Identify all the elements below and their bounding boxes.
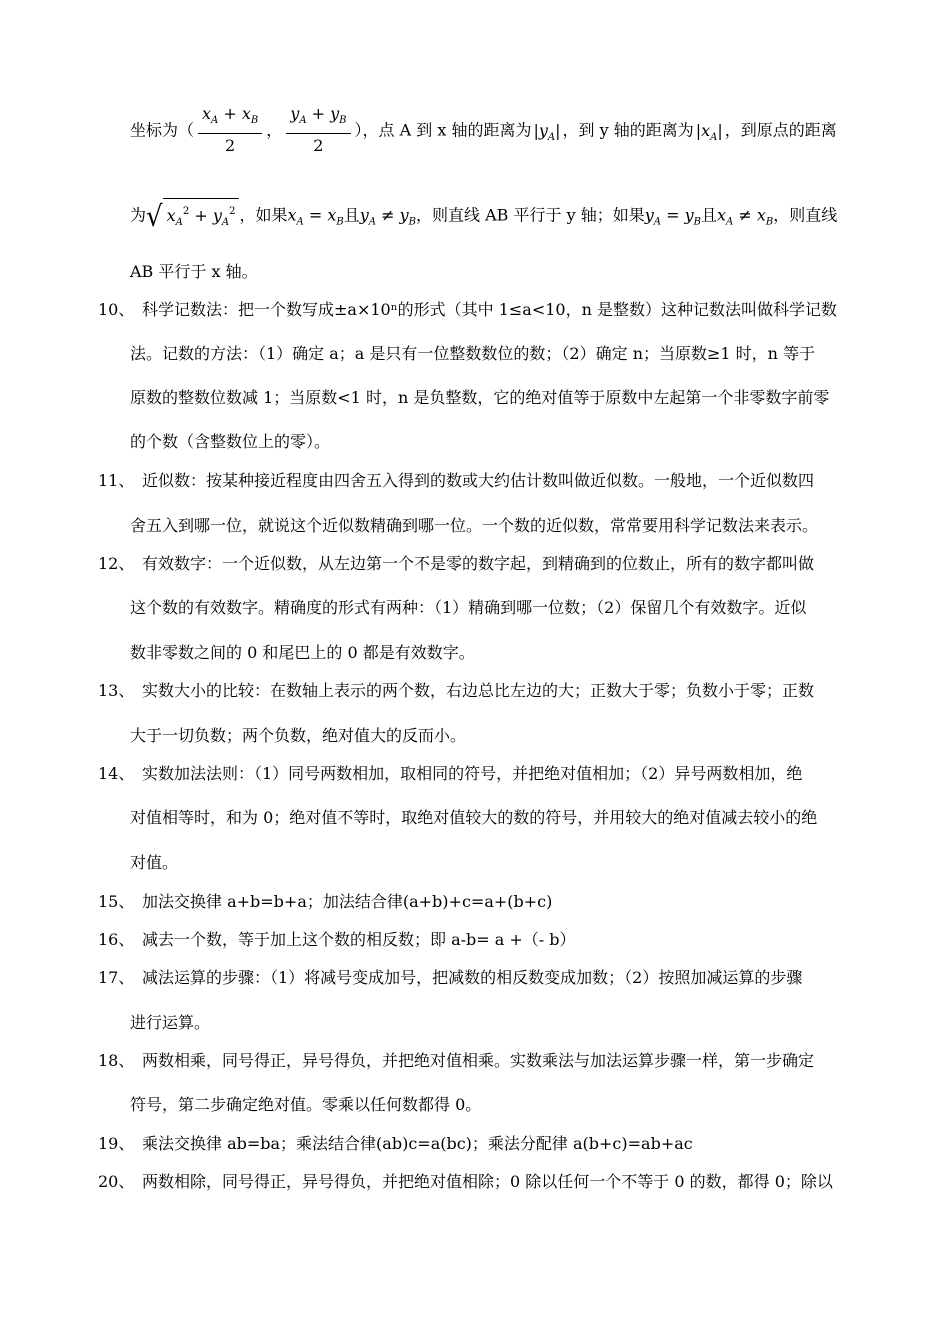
midpoint-y-fraction [286, 104, 350, 158]
denominator: 2 [313, 136, 324, 155]
var-y: y [684, 205, 694, 225]
item-text-line: 进行运算。 [130, 1013, 211, 1032]
text-segment: 且 [343, 205, 360, 225]
item-number: 14、 [98, 764, 135, 783]
not-equal-sign: ≠ [733, 205, 757, 225]
subscript: B [408, 216, 416, 228]
subscript: A [368, 216, 377, 228]
text-segment: ，到原点的距离 [724, 120, 837, 140]
subscript: A [710, 131, 718, 143]
var-x: x [202, 104, 212, 123]
text-segment: ，到 y 轴的距离为 [562, 120, 694, 140]
item-number: 17、 [98, 968, 135, 987]
coordinate-formula-line [130, 104, 837, 159]
denominator: 2 [225, 136, 236, 155]
subscript: A [211, 115, 219, 126]
abs-x-a [694, 110, 725, 159]
var-x: x [241, 104, 251, 123]
var-x: x [716, 205, 727, 225]
subscript: B [336, 216, 344, 228]
text-segment: ，则直线 [773, 205, 838, 225]
item-text-line: 近似数：按某种接近程度由四舍五入得到的数或大约估计数叫做近似数。一般地，一个近似数四 [142, 471, 815, 490]
sqrt-sign: √ [146, 200, 163, 233]
item-text-line: 实数加法法则：（1）同号两数相加，取相同的符号，并把绝对值相加；（2）异号两数相加，绝 [142, 764, 803, 783]
var-y: y [644, 205, 654, 225]
subscript: A [653, 216, 661, 228]
var-y: y [399, 205, 409, 225]
item-text-line: 两数相除，同号得正，异号得负，并把绝对值相除；0 除以任何一个不等于 0 的数，都得 0；除以 [142, 1172, 833, 1191]
text-segment: 坐标为（ [130, 120, 195, 140]
superscript: 2 [229, 206, 236, 217]
item-text-line: 实数大小的比较：在数轴上表示的两个数，右边总比左边的大；正数大于零；负数小于零；正数 [142, 681, 815, 700]
subscript: A [175, 217, 183, 228]
var-y: y [290, 104, 300, 123]
item-text-line: 大于一切负数；两个负数，绝对值大的反而小。 [130, 726, 467, 745]
item-text-line: 这个数的有效数字。精确度的形式有两种：（1）精确到哪一位数；（2）保留几个有效数字。近似 [130, 598, 807, 617]
item-text-line: 减去一个数，等于加上这个数的相反数；即 a-b= a +（- b） [142, 930, 576, 949]
var-x: x [166, 206, 176, 225]
var-y: y [330, 104, 340, 123]
item-text-line: 加法交换律 a+b=b+a；加法结合律(a+b)+c=a+(b+c) [142, 892, 553, 911]
subscript: A [547, 131, 556, 143]
plus-sign: + [306, 104, 331, 123]
item-text-line: 法。记数的方法：（1）确定 a；a 是只有一位整数数位的数；（2）确定 n；当原数≥1 时，n 等于 [130, 344, 816, 363]
text-segment: 且 [700, 205, 717, 225]
var-x: x [756, 205, 766, 225]
plus-sign: + [218, 104, 242, 123]
not-equal-sign: ≠ [376, 205, 400, 225]
equals-sign: = [303, 205, 328, 225]
item-text-line: 的个数（含整数位上的零）。 [130, 432, 331, 451]
item-text-line: 对值相等时，和为 0；绝对值不等时，取绝对值较大的数的符号，并用较大的绝对值减去较小的绝 [130, 808, 818, 827]
item-number: 20、 [98, 1172, 135, 1191]
text-segment: 为 [130, 205, 147, 225]
item-text-line: 两数相乘，同号得正，异号得负，并把绝对值相乘。实数乘法与加法运算步骤一样，第一步确定 [142, 1051, 815, 1070]
equals-sign: = [660, 205, 685, 225]
item-text-line: 减法运算的步骤：（1）将减号变成加号，把减数的相反数变成加数；（2）按照加减运算的步骤 [142, 968, 803, 987]
subscript: B [250, 115, 259, 126]
text-segment: ，如果 [239, 205, 288, 225]
subscript: A [726, 216, 734, 228]
superscript: 2 [182, 206, 190, 217]
item-number: 12、 [98, 554, 135, 573]
midpoint-x-fraction [198, 104, 262, 158]
subscript: A [296, 216, 304, 228]
subscript: B [693, 216, 701, 228]
var-y: y [359, 205, 369, 225]
parallel-x-axis-line: AB 平行于 x 轴。 [130, 262, 258, 281]
item-number: 13、 [98, 681, 135, 700]
abs-y-a [531, 110, 562, 159]
item-number: 10、 [98, 300, 135, 319]
var-y: y [212, 206, 222, 225]
text-segment: ），点 A 到 x 轴的距离为 [354, 120, 532, 140]
item-text-line: 科学记数法：把一个数写成±a×10ⁿ的形式（其中 1≤a<10，n 是整数）这种记数法叫做科学记数 [142, 300, 838, 319]
distance-condition-line [130, 198, 837, 239]
item-number: 18、 [98, 1051, 135, 1070]
var-x: x [701, 120, 711, 140]
var-y: y [538, 120, 548, 140]
distance-sqrt [146, 198, 239, 234]
item-text-line: 有效数字：一个近似数，从左边第一个不是零的数字起，到精确到的位数止，所有的数字都叫做 [142, 554, 815, 573]
item-text-line: 乘法交换律 ab=ba；乘法结合律(ab)c=a(bc)；乘法分配律 a(b+c)=ab+ac [142, 1134, 693, 1153]
item-number: 15、 [98, 892, 135, 911]
var-x: x [327, 205, 337, 225]
item-text-line: 舍五入到哪一位，就说这个近似数精确到哪一位。一个数的近似数，常常要用科学记数法来表示。 [130, 516, 819, 535]
text-segment: ，则直线 AB 平行于 y 轴；如果 [416, 205, 645, 225]
subscript: A [221, 217, 230, 228]
var-x: x [287, 205, 297, 225]
subscript: B [765, 216, 774, 228]
item-number: 11、 [98, 471, 135, 490]
item-text-line: 原数的整数位数减 1；当原数<1 时，n 是负整数，它的绝对值等于原数中左起第一个非零数字前零 [130, 388, 830, 407]
subscript: A [299, 115, 307, 126]
item-text-line: 对值。 [130, 853, 179, 872]
item-number: 16、 [98, 930, 135, 949]
subscript: B [339, 115, 347, 126]
item-text-line: 数非零数之间的 0 和尾巴上的 0 都是有效数字。 [130, 643, 475, 662]
item-text-line: 符号，第二步确定绝对值。零乘以任何数都得 0。 [130, 1095, 482, 1114]
comma: ， [266, 120, 283, 140]
plus-sign: + [189, 206, 213, 225]
item-number: 19、 [98, 1134, 135, 1153]
